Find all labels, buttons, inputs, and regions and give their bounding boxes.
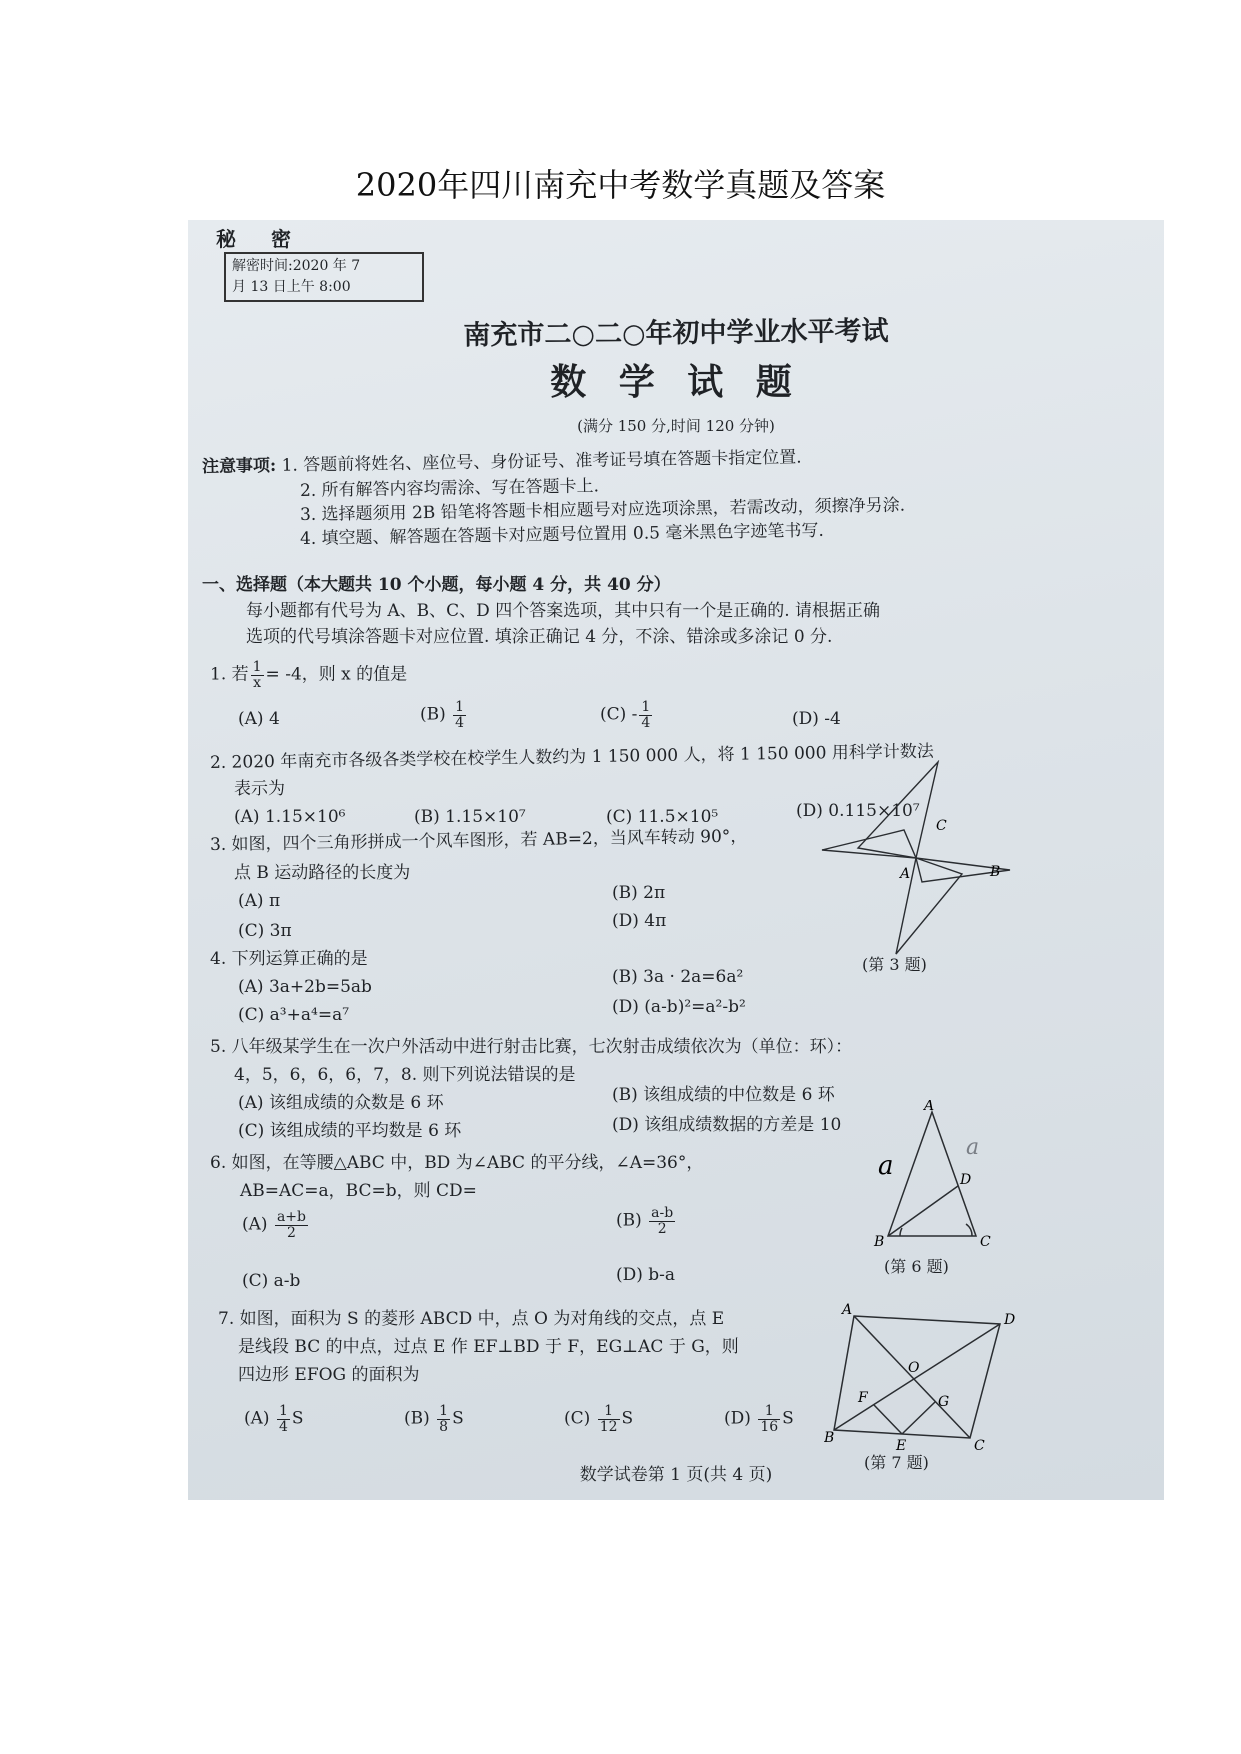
q7-option-b: (B) $\frac{1}{8}$ S [404, 1403, 464, 1435]
q3-option-b: (B) 2π [612, 883, 666, 903]
q3-option-c: (C) 3π [238, 921, 292, 941]
question-1 [210, 660, 407, 690]
q1-option-c: (C) - $\frac{1}{4}$ [600, 699, 651, 731]
rhombus-figure [824, 1302, 1024, 1452]
question-7-line-3: 四边形 EFOG 的面积为 [238, 1365, 420, 1385]
exam-title: 南充市二○二○年初中学业水平考试 [463, 315, 889, 352]
question-4: 4. 下列运算正确的是 [210, 949, 368, 969]
q4-option-c: (C) a³+a⁴=a⁷ [238, 1005, 350, 1025]
q7-label-e: E [896, 1438, 907, 1452]
q7-label-b: B [824, 1430, 835, 1446]
q5-option-a: (A) 该组成绩的众数是 6 环 [238, 1093, 444, 1113]
document-title: 2020年四川南充中考数学真题及答案 [355, 166, 886, 204]
question-6-line-1: 6. 如图，在等腰△ABC 中，BD 为∠ABC 的平分线，∠A=36°， [210, 1153, 704, 1173]
q1-fraction: $\frac{1}{x}$ [252, 659, 262, 691]
section-instruction-1: 每小题都有代号为 A、B、C、D 四个答案选项，其中只有一个是正确的. 请根据正确 [246, 601, 881, 621]
q3-caption: (第 3 题) [862, 955, 927, 974]
q5-option-c: (C) 该组成绩的平均数是 6 环 [238, 1121, 462, 1141]
secret-mark: 秘 密 [216, 227, 305, 251]
q3-label-b: B [990, 864, 1001, 880]
note-item-1: 1. 答题前将姓名、座位号、身份证号、准考证号填在答题卡指定位置. [281, 447, 802, 476]
note-item-4: 4. 填空题、解答题在答题卡对应题号位置用 0.5 毫米黑色字迹笔书写. [299, 520, 824, 549]
q2-option-c: (C) 11.5×10⁵ [606, 807, 719, 827]
windmill-figure [816, 760, 1012, 964]
q4-option-a: (A) 3a+2b=5ab [238, 977, 372, 997]
exam-meta: (满分 150 分,时间 120 分钟) [577, 417, 775, 435]
question-3-line-1: 3. 如图，四个三角形拼成一个风车图形，若 AB=2，当风车转动 90°， [209, 826, 748, 855]
question-7-line-1: 7. 如图，面积为 S 的菱形 ABCD 中，点 O 为对角线的交点，点 E [218, 1309, 725, 1329]
q1-option-d: (D) -4 [792, 709, 841, 729]
q6-option-a: (A) $\frac{a+b}{2}$ [242, 1209, 306, 1241]
q1-option-b: (B) $\frac{1}{4}$ [420, 699, 465, 731]
q7-label-o: O [908, 1360, 920, 1376]
q2-option-d: (D) 0.115×10⁷ [796, 801, 920, 821]
q3-option-a: (A) π [238, 891, 281, 911]
question-2-line-2: 表示为 [234, 779, 285, 799]
notes-block [202, 449, 802, 478]
q7-caption: (第 7 题) [864, 1453, 929, 1472]
q7-label-g: G [938, 1394, 950, 1410]
q3-option-d: (D) 4π [612, 911, 667, 931]
q6-label-c: C [980, 1234, 991, 1250]
q7-label-f: F [858, 1390, 868, 1406]
q5-option-b: (B) 该组成绩的中位数是 6 环 [612, 1085, 835, 1105]
section-heading: 一、选择题（本大题共 10 个小题，每小题 4 分，共 40 分） [202, 575, 671, 595]
note-item-2: 2. 所有解答内容均需涂、写在答题卡上. [299, 476, 600, 501]
q7-option-a: (A) $\frac{1}{4}$ S [244, 1403, 304, 1435]
question-5-line-2: 4，5，6，6，6，7，8. 则下列说法错误的是 [234, 1065, 576, 1085]
q1-pre: 1. 若 [210, 664, 249, 685]
subject-title: 数 学 试 题 [550, 361, 802, 403]
q7-label-a: A [842, 1302, 853, 1318]
question-5-line-1: 5. 八年级某学生在一次户外活动中进行射击比赛，七次射击成绩依次为（单位：环）： [210, 1037, 853, 1057]
question-2-line-1: 2. 2020 年南充市各级各类学校在校学生人数约为 1 150 000 人，将 1 150 000 用科学计数法 [209, 741, 935, 773]
q1-post: = -4，则 x 的值是 [265, 664, 408, 685]
q6-label-d: D [960, 1172, 972, 1188]
q2-option-a: (A) 1.15×10⁶ [234, 807, 346, 827]
isosceles-triangle-figure [868, 1100, 1008, 1250]
q7-option-d: (D) $\frac{1}{16}$ S [724, 1403, 794, 1435]
stamp-line-1: 解密时间:2020 年 7 [232, 258, 361, 274]
q6-label-a: A [924, 1100, 935, 1114]
page-footer: 数学试卷第 1 页(共 4 页) [579, 1465, 773, 1485]
q6-hand-a-right: a [966, 1135, 980, 1160]
q2-option-b: (B) 1.15×10⁷ [414, 807, 526, 827]
q3-label-c: C [936, 818, 947, 834]
stamp-line-2: 月 13 日上午 8:00 [232, 279, 351, 295]
question-7-line-2: 是线段 BC 的中点，过点 E 作 EF⊥BD 于 F，EG⊥AC 于 G，则 [238, 1337, 739, 1357]
q4-option-d: (D) (a-b)²=a²-b² [612, 997, 746, 1017]
q7-label-c: C [974, 1438, 985, 1452]
q6-label-b: B [874, 1234, 885, 1250]
declassify-stamp [224, 252, 424, 302]
notes-label: 注意事项: [201, 455, 277, 477]
exam-photo [188, 220, 1164, 1500]
q6-option-b: (B) $\frac{a-b}{2}$ [616, 1205, 674, 1237]
section-instruction-2: 选项的代号填涂答题卡对应位置. 填涂正确记 4 分，不涂、错涂或多涂记 0 分. [246, 627, 833, 647]
q6-caption: (第 6 题) [884, 1257, 949, 1276]
question-6-line-2: AB=AC=a，BC=b，则 CD= [240, 1181, 477, 1201]
q6-option-d: (D) b-a [616, 1265, 676, 1285]
q6-hand-a-left: a [878, 1151, 894, 1181]
q7-option-c: (C) $\frac{1}{12}$ S [564, 1403, 634, 1435]
q5-option-d: (D) 该组成绩数据的方差是 10 [612, 1115, 842, 1135]
q3-label-a: A [900, 866, 911, 882]
q4-option-b: (B) 3a · 2a=6a² [612, 967, 744, 987]
question-3-line-2: 点 B 运动路径的长度为 [234, 863, 411, 883]
q7-label-d: D [1004, 1312, 1016, 1328]
q1-option-a: (A) 4 [238, 709, 280, 729]
q6-option-c: (C) a-b [242, 1271, 301, 1291]
note-item-3: 3. 选择题须用 2B 铅笔将答题卡相应题号对应选项涂黑，若需改动，须擦净另涂. [299, 495, 906, 525]
